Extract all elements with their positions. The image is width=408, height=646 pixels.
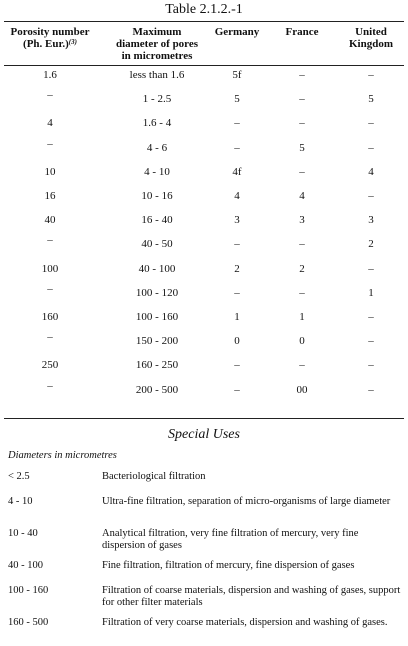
- cell-uk: –: [368, 383, 374, 396]
- header-france: France: [285, 26, 319, 38]
- use-description: Filtration of very coarse materials, dispersion and washing of gases.: [102, 617, 388, 628]
- cell-uk: –: [368, 69, 374, 81]
- use-description: Analytical filtration, very fine filtration of mercury, very fine dispersion of gases: [102, 528, 359, 551]
- cell-diameter: 150 - 200: [135, 335, 179, 348]
- cell-germany: –: [234, 117, 240, 130]
- cell-diameter: 200 - 500: [135, 383, 179, 396]
- cell-germany: –: [234, 359, 240, 372]
- cell-porosity: –: [47, 331, 53, 344]
- cell-uk: –: [368, 335, 374, 348]
- cell-germany: 3: [234, 214, 240, 227]
- use-description: Ultra-fine filtration, separation of micro-organisms of large diameter: [102, 496, 391, 507]
- table-top-rule: [4, 21, 404, 22]
- cell-france: –: [299, 238, 305, 251]
- cell-germany: –: [234, 238, 240, 251]
- cell-france: 5: [299, 141, 305, 154]
- use-description: Bacteriological filtration: [102, 471, 206, 482]
- cell-france: 3: [299, 214, 305, 227]
- cell-germany: 5f: [232, 69, 242, 81]
- cell-porosity: 100: [41, 262, 59, 275]
- cell-germany: –: [234, 141, 240, 154]
- cell-diameter: 16 - 40: [141, 214, 173, 227]
- cell-france: 2: [299, 262, 305, 275]
- cell-porosity: 10: [44, 165, 56, 178]
- cell-germany: 2: [234, 262, 240, 275]
- cell-germany: –: [234, 286, 240, 299]
- cell-uk: –: [368, 190, 374, 202]
- cell-diameter: 4 - 6: [146, 141, 168, 154]
- table-bottom-rule: [4, 418, 404, 419]
- cell-diameter: 1.6 - 4: [142, 117, 172, 130]
- header-diameter-line3: in micrometres: [121, 50, 193, 62]
- cell-uk: 3: [368, 214, 374, 227]
- special-uses-subtitle: Diameters in micrometres: [8, 450, 117, 461]
- cell-france: –: [299, 286, 305, 299]
- cell-porosity: 40: [44, 214, 56, 227]
- cell-france: –: [299, 93, 305, 106]
- cell-porosity: 4: [47, 117, 53, 130]
- cell-germany: 4f: [232, 165, 242, 178]
- cell-porosity: 1.6: [43, 69, 57, 81]
- cell-porosity: –: [47, 379, 53, 392]
- table-caption: Table 2.1.2.-1: [165, 2, 243, 17]
- special-uses-title: Special Uses: [168, 427, 240, 442]
- cell-france: –: [299, 69, 305, 81]
- cell-france: –: [299, 359, 305, 372]
- header-uk-line2: Kingdom: [348, 38, 393, 50]
- header-porosity: [2, 26, 98, 50]
- cell-diameter: less than 1.6: [129, 69, 185, 81]
- cell-germany: 4: [234, 190, 240, 202]
- cell-porosity: –: [47, 234, 53, 247]
- header-diameter-line1: Maximum: [132, 26, 182, 38]
- use-description: Fine filtration, filtration of mercury, fine dispersion of gases: [102, 560, 355, 571]
- header-diameter: [103, 26, 211, 62]
- use-range: 4 - 10: [8, 496, 33, 507]
- use-range: 40 - 100: [8, 560, 43, 571]
- header-uk: [340, 26, 402, 50]
- cell-diameter: 100 - 160: [135, 311, 179, 323]
- cell-uk: 1: [368, 286, 374, 299]
- cell-germany: –: [234, 383, 240, 396]
- use-description: Filtration of coarse materials, dispersion and washing of gases, support for other filter materials: [102, 585, 401, 608]
- use-range: 160 - 500: [8, 617, 49, 628]
- header-porosity-line2: [2, 38, 98, 50]
- use-range: < 2.5: [8, 471, 30, 482]
- cell-diameter: 40 - 100: [138, 262, 176, 275]
- cell-diameter: 1 - 2.5: [142, 93, 172, 106]
- header-diameter-line2: diameter of pores: [115, 38, 199, 50]
- cell-uk: 5: [368, 93, 374, 106]
- use-range: 10 - 40: [8, 528, 38, 539]
- header-germany: Germany: [214, 26, 260, 38]
- cell-germany: 5: [234, 93, 240, 106]
- header-porosity-line1: Porosity number: [10, 26, 90, 38]
- cell-porosity: 16: [44, 190, 56, 202]
- cell-france: –: [299, 165, 305, 178]
- cell-uk: –: [368, 262, 374, 275]
- cell-diameter: 4 - 10: [144, 165, 170, 178]
- use-range: 100 - 160: [8, 585, 49, 596]
- cell-diameter: 160 - 250: [135, 359, 179, 372]
- cell-diameter: 10 - 16: [141, 190, 173, 202]
- cell-porosity: –: [47, 282, 53, 295]
- cell-porosity: –: [47, 137, 53, 150]
- cell-uk: 4: [368, 165, 374, 178]
- header-porosity-label: (Ph. Eur.): [23, 38, 69, 50]
- cell-uk: –: [368, 311, 374, 323]
- cell-uk: –: [368, 359, 374, 372]
- cell-uk: –: [368, 117, 374, 130]
- cell-diameter: 40 - 50: [141, 238, 173, 251]
- cell-france: 1: [299, 311, 305, 323]
- cell-france: 4: [299, 190, 305, 202]
- cell-diameter: 100 - 120: [135, 286, 179, 299]
- header-uk-line1: United: [355, 26, 387, 38]
- cell-porosity: –: [47, 89, 53, 102]
- cell-uk: –: [368, 141, 374, 154]
- cell-france: –: [299, 117, 305, 130]
- header-porosity-footnote: (3): [68, 38, 77, 46]
- cell-france: 0: [299, 335, 305, 348]
- cell-germany: 0: [234, 335, 240, 348]
- cell-france: 00: [296, 383, 308, 396]
- header-bottom-rule: [4, 65, 404, 66]
- cell-porosity: 160: [41, 311, 59, 323]
- cell-porosity: 250: [41, 359, 59, 372]
- cell-uk: 2: [368, 238, 374, 251]
- cell-germany: 1: [234, 311, 240, 323]
